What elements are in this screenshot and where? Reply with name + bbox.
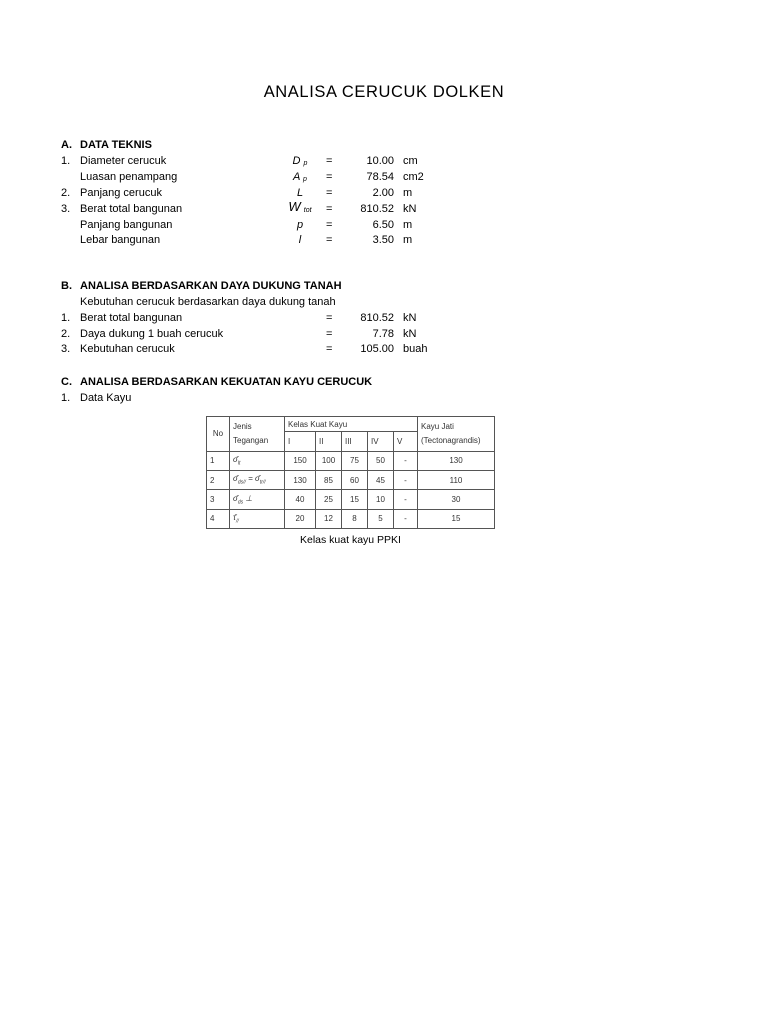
- row-no: 2: [207, 470, 230, 489]
- table-caption: Kelas kuat kayu PPKI: [300, 534, 401, 546]
- item-label: Panjang bangunan: [80, 219, 173, 231]
- data-row: [0, 342, 768, 357]
- value: 6.50: [372, 219, 394, 231]
- data-row: [0, 199, 768, 217]
- item-number: 2.: [61, 328, 71, 340]
- equals-sign: =: [326, 234, 333, 246]
- header-jenis: Jenis Tegangan: [230, 417, 285, 452]
- table-row: [207, 451, 495, 470]
- equals-sign: =: [326, 171, 333, 183]
- value: 3.50: [372, 234, 394, 246]
- cell: 20: [285, 509, 316, 528]
- cell: 8: [342, 509, 368, 528]
- class-header: IV: [368, 432, 394, 451]
- data-row: [0, 233, 768, 248]
- cell: 75: [342, 451, 368, 470]
- section-number: B.: [61, 280, 72, 292]
- symbol: A $_p$: [293, 171, 307, 183]
- data-row: [0, 311, 768, 326]
- table-row: [207, 509, 495, 528]
- stress-symbol: $\taū_{//}$: [230, 509, 285, 528]
- item-number: 3.: [61, 203, 71, 215]
- item-number: 3.: [61, 343, 71, 355]
- item-label: Berat total bangunan: [80, 312, 183, 324]
- item-number: 1.: [61, 155, 71, 167]
- cell: 150: [285, 451, 316, 470]
- section-title: ANALISA BERDASARKAN DAYA DUKUNG TANAH: [80, 280, 342, 292]
- stress-symbol: $\sigmā_{lt}$: [230, 451, 285, 470]
- unit: m: [403, 234, 413, 246]
- data-row: [0, 327, 768, 342]
- cell: 60: [342, 470, 368, 489]
- section-a-heading: [0, 138, 768, 153]
- unit: buah: [403, 343, 428, 355]
- cell: 100: [316, 451, 342, 470]
- row-no: 4: [207, 509, 230, 528]
- value: 810.52: [360, 312, 394, 324]
- unit: m: [403, 187, 413, 199]
- item-label: Berat total bangunan: [80, 203, 183, 215]
- cell-jati: 15: [418, 509, 495, 528]
- equals-sign: =: [326, 187, 333, 199]
- unit: m: [403, 219, 413, 231]
- row-no: 3: [207, 490, 230, 509]
- section-number: A.: [61, 139, 72, 151]
- item-label: Kebutuhan cerucuk: [80, 343, 175, 355]
- cell: -: [394, 490, 418, 509]
- stress-symbol: $\sigmā_{ds//}$ = $\sigmā_{tr//}$: [230, 470, 285, 489]
- cell-jati: 130: [418, 451, 495, 470]
- data-row: [0, 186, 768, 201]
- header-jati: Kayu Jati (Tectonagrandis): [418, 417, 495, 452]
- symbol: D $_p$: [292, 155, 308, 167]
- value: 2.00: [372, 187, 394, 199]
- equals-sign: =: [326, 203, 333, 215]
- equals-sign: =: [326, 312, 333, 324]
- item-label: Daya dukung 1 buah cerucuk: [80, 328, 224, 340]
- value: 78.54: [366, 171, 394, 183]
- symbol: l: [298, 234, 302, 246]
- unit: kN: [403, 312, 417, 324]
- item-number: 1.: [61, 392, 71, 404]
- cell: 85: [316, 470, 342, 489]
- cell: 10: [368, 490, 394, 509]
- cell: 50: [368, 451, 394, 470]
- unit: cm2: [403, 171, 424, 183]
- cell: 12: [316, 509, 342, 528]
- stress-symbol: $\sigmā_{ds}$ ⊥: [230, 490, 285, 509]
- item-label: Luasan penampang: [80, 171, 178, 183]
- value: 105.00: [360, 343, 394, 355]
- data-row: [0, 154, 768, 169]
- cell: 25: [316, 490, 342, 509]
- equals-sign: =: [326, 328, 333, 340]
- equals-sign: =: [326, 343, 333, 355]
- symbol: p: [296, 219, 304, 231]
- section-title: ANALISA BERDASARKAN KEKUATAN KAYU CERUCUK: [80, 376, 373, 388]
- cell: 45: [368, 470, 394, 489]
- intro-text: Kebutuhan cerucuk berdasarkan daya dukung tanah: [80, 296, 336, 308]
- unit: cm: [403, 155, 418, 167]
- header-no: No: [207, 417, 230, 452]
- data-row: [0, 391, 768, 406]
- cell: 5: [368, 509, 394, 528]
- item-label: Lebar bangunan: [80, 234, 161, 246]
- section-number: C.: [61, 376, 72, 388]
- header-kelas: Kelas Kuat Kayu: [285, 417, 418, 432]
- symbol: W $_{tot}$: [288, 199, 312, 214]
- page-title: ANALISA CERUCUK DOLKEN: [263, 83, 505, 101]
- equals-sign: =: [326, 219, 333, 231]
- wood-class-table: [206, 416, 495, 529]
- section-intro: [0, 295, 768, 310]
- item-label: Diameter cerucuk: [80, 155, 167, 167]
- cell-jati: 110: [418, 470, 495, 489]
- item-number: 2.: [61, 187, 71, 199]
- class-header: III: [342, 432, 368, 451]
- row-no: 1: [207, 451, 230, 470]
- cell: 15: [342, 490, 368, 509]
- class-header: I: [285, 432, 316, 451]
- unit: kN: [403, 203, 417, 215]
- value: 810.52: [360, 203, 394, 215]
- cell: 130: [285, 470, 316, 489]
- data-row: [0, 218, 768, 233]
- cell-jati: 30: [418, 490, 495, 509]
- item-number: 1.: [61, 312, 71, 324]
- cell: 40: [285, 490, 316, 509]
- cell: -: [394, 451, 418, 470]
- data-row: [0, 170, 768, 185]
- section-title: DATA TEKNIS: [80, 139, 152, 151]
- class-header: II: [316, 432, 342, 451]
- item-label: Panjang cerucuk: [80, 187, 162, 199]
- equals-sign: =: [326, 155, 333, 167]
- value: 10.00: [366, 155, 394, 167]
- section-b-heading: [0, 279, 768, 294]
- cell: -: [394, 509, 418, 528]
- table-header-row: [207, 417, 495, 432]
- section-c-heading: [0, 375, 768, 390]
- value: 7.78: [372, 328, 394, 340]
- table-row: [207, 470, 495, 489]
- class-header: V: [394, 432, 418, 451]
- table-row: [207, 490, 495, 509]
- unit: kN: [403, 328, 417, 340]
- item-label: Data Kayu: [80, 392, 132, 404]
- symbol: L: [296, 187, 304, 199]
- cell: -: [394, 470, 418, 489]
